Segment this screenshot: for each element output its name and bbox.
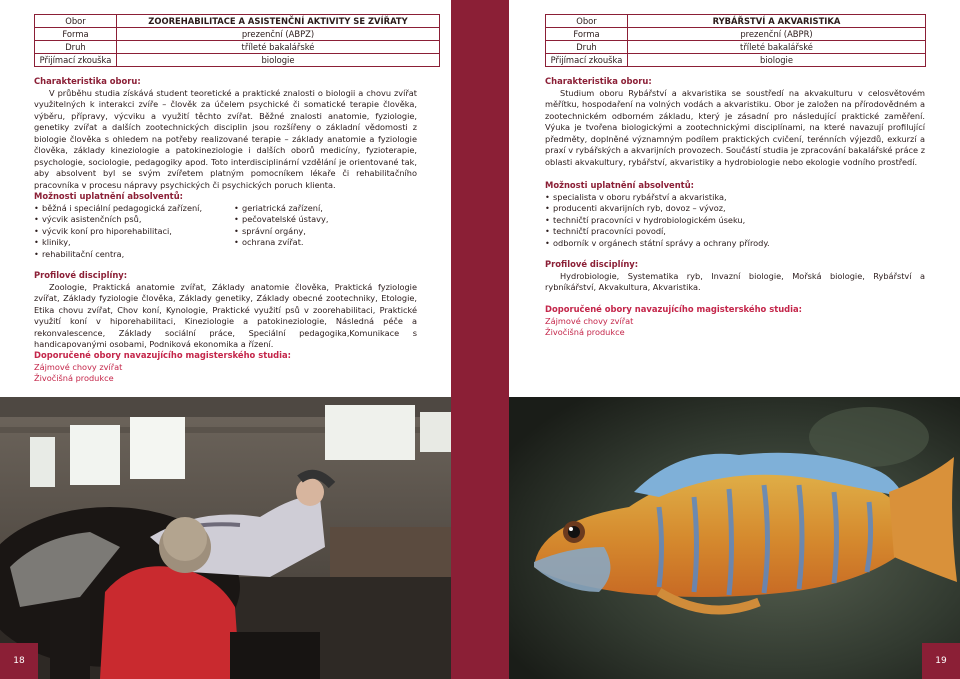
- right-page: [509, 0, 960, 679]
- disciplines-text: Hydrobiologie, Systematika ryb, Invazní biologie, Mořská biologie, Rybářství a rybníkářství, Akvakultura, Akvaristika.: [545, 270, 925, 292]
- book-spine: [451, 0, 509, 679]
- jobs-section: [34, 191, 417, 260]
- disciplines-section: [34, 270, 417, 351]
- info-key: Forma: [35, 28, 117, 41]
- program-info-table: [34, 14, 440, 67]
- left-page: [0, 0, 451, 679]
- page-number: 18: [0, 643, 38, 679]
- jobs-list-1: [34, 203, 234, 261]
- list-item: • pečovatelské ústavy,: [234, 214, 414, 226]
- section-heading: Možnosti uplatnění absolventů:: [545, 180, 694, 190]
- characteristics-section: [34, 76, 417, 191]
- info-value: biologie: [117, 54, 440, 67]
- page-number: 19: [922, 643, 960, 679]
- jobs-list-2: [234, 203, 414, 261]
- section-heading: Doporučené obory navazujícího magisterského studia:: [34, 350, 292, 360]
- section-heading: Doporučené obory navazujícího magisterského studia:: [545, 304, 803, 314]
- section-heading: Charakteristika oboru:: [545, 76, 652, 86]
- characteristics-text: Studium oboru Rybářství a akvaristika se soustředí na akvakulturu v celosvětovém měřítku, hospodaření na volných vodách a akvaristiku. Obor je založen na přírodovědném a zootechnickém odborném základu, který je zásadní pro následující praktické zaměření. Výuka je tvořena biologickými a zootechnickými disciplínami, na které navazují profilující předměty, doplněné významným podílem praktických cvičení, terénních výjezdů, exkurzí a praxí v rybářských a akvarijních provozech. Součástí studia je zpracování bakalářské práce z oblasti akvakultury, rybářství, akvaristiky a hydrobiologie nebo ekologie vodního prostředí.: [545, 87, 925, 167]
- cichlid-fish-photo: [509, 397, 960, 679]
- info-key: Druh: [546, 41, 628, 54]
- list-item: • specialista v oboru rybářství a akvaristika,: [545, 192, 925, 204]
- list-item: • odborník v orgánech státní správy a ochrany přírody.: [545, 238, 925, 250]
- recommended-link[interactable]: Živočišná produkce: [34, 373, 114, 383]
- list-item: • techničtí pracovníci povodí,: [545, 226, 925, 238]
- section-heading: Charakteristika oboru:: [34, 76, 141, 86]
- recommended-link[interactable]: Zájmové chovy zvířat: [545, 315, 634, 326]
- jobs-section: [545, 180, 925, 249]
- info-value: tříleté bakalářské: [628, 41, 926, 54]
- list-item: • rehabilitační centra,: [34, 249, 234, 261]
- section-heading: Možnosti uplatnění absolventů:: [34, 191, 183, 201]
- list-item: • výcvik asistenčních psů,: [34, 214, 234, 226]
- info-value: tříleté bakalářské: [117, 41, 440, 54]
- characteristics-text: V průběhu studia získává student teoretické a praktické znalosti o biologii a chovu zvířat využitelných k interakci zvíře – člověk za účelem psychické či somatické terapie člověka, výběru, přípravy, výcviku a využití těchto zvířat. Běžné znalosti anatomie, fyziologie, genetiky zvířat a dalších zootechnických disciplin jsou rozšířeny o základní vědomosti z biologie člověka s ohledem na potřeby realizované terapie – základy anatomie a fyziologie člověka, základy kineziologie a patokineziologie i dalších oborů medicíny, fyzioterapie, psychologie, sociologie, pedagogiky apod. Toto interdisciplinární vzdělání je orientované tak, aby absolvent byl se svým zvířetem platným pomocníkem lékaře či rehabilitačního pracovníka v procesu nápravy psychických či psychických poruch klienta.: [34, 87, 417, 190]
- info-value: biologie: [628, 54, 926, 67]
- list-item: • výcvik koní pro hiporehabilitaci,: [34, 226, 234, 238]
- recommended-link[interactable]: Živočišná produkce: [545, 327, 625, 337]
- recommended-section: [34, 350, 417, 385]
- list-item: • geriatrická zařízení,: [234, 203, 414, 215]
- info-key: Forma: [546, 28, 628, 41]
- list-item: • producenti akvarijních ryb, dovoz – vývoz,: [545, 203, 925, 215]
- info-key: Obor: [546, 15, 628, 28]
- characteristics-section: [545, 76, 925, 168]
- list-item: • ochrana zvířat.: [234, 237, 414, 249]
- info-key: Přijímací zkouška: [546, 54, 628, 67]
- recommended-section: [545, 304, 925, 339]
- jobs-list: [545, 192, 925, 250]
- list-item: • správní orgány,: [234, 226, 414, 238]
- horse-therapy-photo: [0, 397, 451, 679]
- program-name: RYBÁŘSTVÍ A AKVARISTIKA: [628, 15, 926, 28]
- list-item: • kliniky,: [34, 237, 234, 249]
- section-heading: Profilové disciplíny:: [545, 259, 639, 269]
- disciplines-text: Zoologie, Praktická anatomie zvířat, Základy anatomie člověka, Praktická fyziologie zvířat, Základy fyziologie člověka, Základy genetiky, Základy obecné zootechniky, Etologie, Etika chovu zvířat, Chov koní, Kynologie, Praktické využití psů v zoorehabilitaci, Praktické využití koní v hiporehabilitaci, Kineziologie a patokineziologie, Následná péče a rekonvalescence, Základy sociální práce, Speciální pedagogika,Komunikace s handicapovanými osobami, Podniková ekonomika a řízení.: [34, 281, 417, 349]
- list-item: • běžná i speciální pedagogická zařízení,: [34, 203, 234, 215]
- info-key: Obor: [35, 15, 117, 28]
- section-heading: Profilové disciplíny:: [34, 270, 128, 280]
- program-info-table: [545, 14, 926, 67]
- info-value: prezenční (ABPR): [628, 28, 926, 41]
- info-key: Druh: [35, 41, 117, 54]
- disciplines-section: [545, 259, 925, 294]
- recommended-link[interactable]: Zájmové chovy zvířat: [34, 361, 123, 372]
- program-name: ZOOREHABILITACE A ASISTENČNÍ AKTIVITY SE ZVÍŘATY: [117, 15, 440, 28]
- info-value: prezenční (ABPZ): [117, 28, 440, 41]
- info-key: Přijímací zkouška: [35, 54, 117, 67]
- list-item: • techničtí pracovníci v hydrobiologickém úseku,: [545, 215, 925, 227]
